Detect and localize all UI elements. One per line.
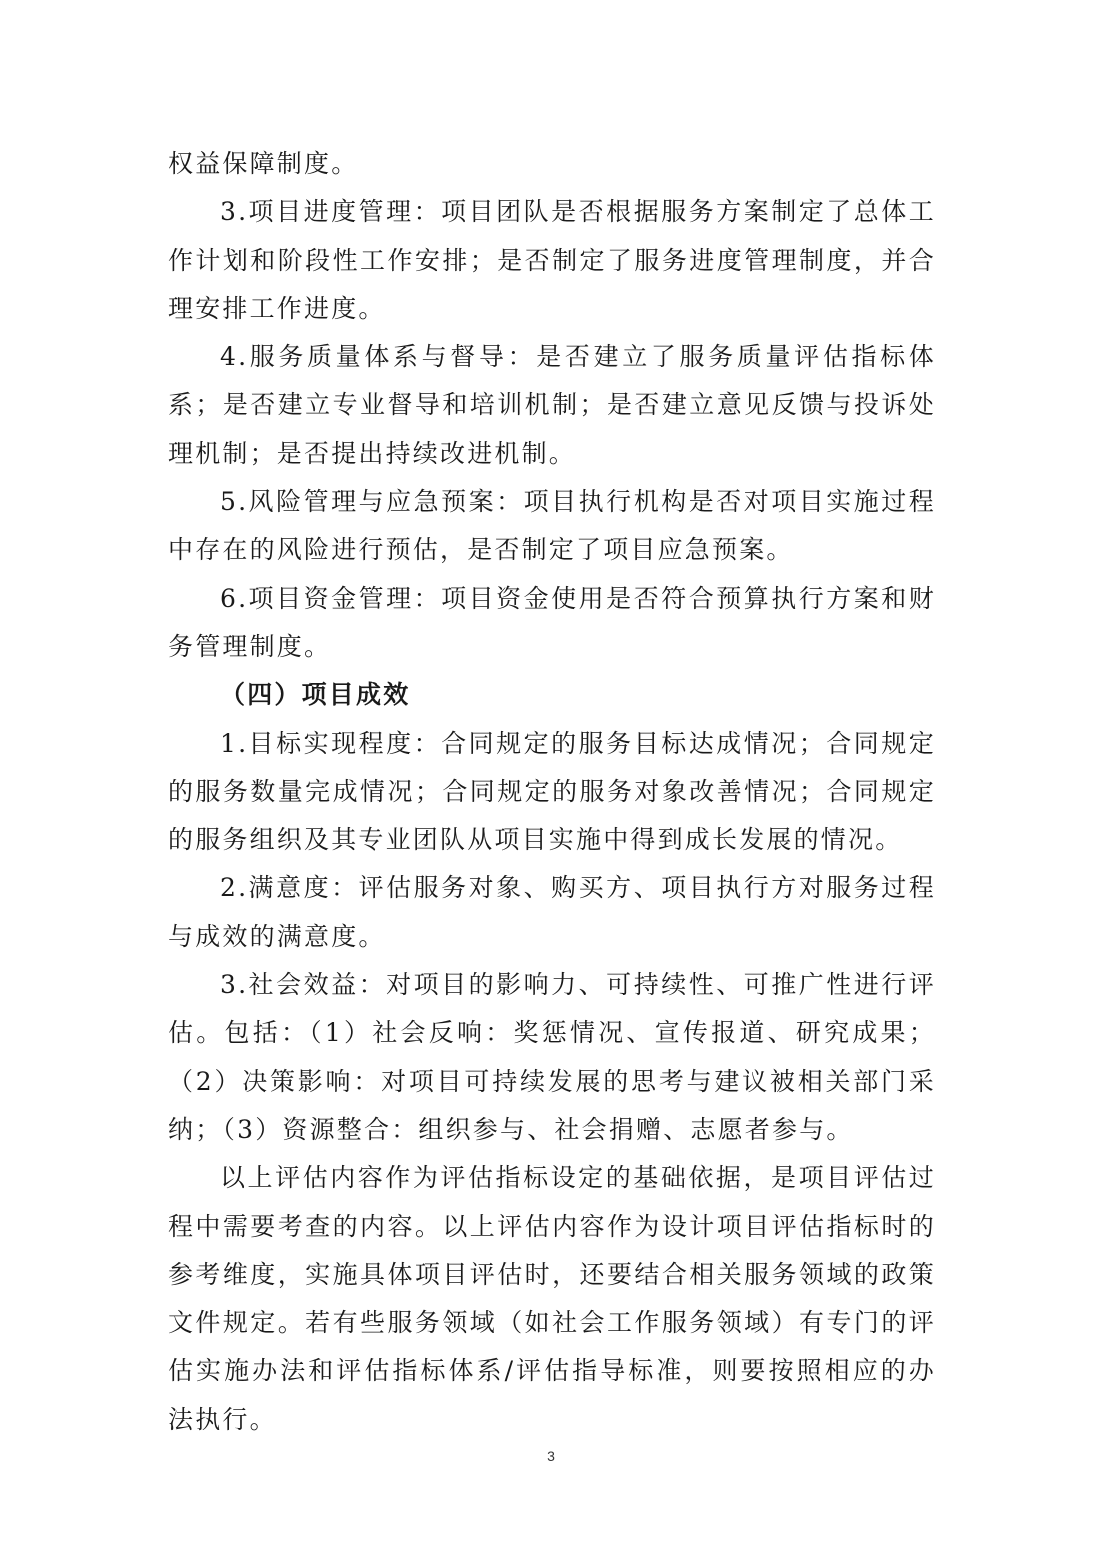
page-number: 3 bbox=[547, 1448, 555, 1464]
paragraph-satisfaction: 2.满意度：评估服务对象、购买方、项目执行方对服务过程与成效的满意度。 bbox=[168, 873, 936, 951]
paragraph-goal-achievement: 1.目标实现程度：合同规定的服务目标达成情况；合同规定的服务数量完成情况；合同规定的服务对象改善情况；合同规定的服务组织及其专业团队从项目实施中得到成长发展的情况。 bbox=[168, 728, 936, 855]
paragraph-progress-management: 3.项目进度管理：项目团队是否根据服务方案制定了总体工作计划和阶段性工作安排；是否制定了服务进度管理制度，并合理安排工作进度。 bbox=[168, 197, 936, 323]
document-body bbox=[168, 140, 936, 1444]
paragraph-social-benefits: 3.社会效益：对项目的影响力、可持续性、可推广性进行评估。包括：（1）社会反响：奖惩情况、宣传报道、研究成果；（2）决策影响：对项目可持续发展的思考与建议被相关部门采纳；（3）资源整合：组织参与、社会捐赠、志愿者参与。 bbox=[168, 970, 936, 1144]
paragraph-evaluation-summary: 以上评估内容作为评估指标设定的基础依据，是项目评估过程中需要考查的内容。以上评估内容作为设计项目评估指标时的参考维度，实施具体项目评估时，还要结合相关服务领域的政策文件规定。若有些服务领域（如社会工作服务领域）有专门的评估实施办法和评估指标体系/评估指导标准，则要按照相应的办法执行。 bbox=[168, 1163, 936, 1434]
paragraph-quality-supervision: 4.服务质量体系与督导：是否建立了服务质量评估指标体系；是否建立专业督导和培训机制；是否建立意见反馈与投诉处理机制；是否提出持续改进机制。 bbox=[168, 342, 936, 468]
paragraph-risk-management: 5.风险管理与应急预案：项目执行机构是否对项目实施过程中存在的风险进行预估，是否制定了项目应急预案。 bbox=[168, 487, 936, 565]
section-heading-project-outcomes: （四）项目成效 bbox=[220, 680, 411, 710]
paragraph-rights-continuation: 权益保障制度。 bbox=[168, 149, 359, 178]
paragraph-fund-management: 6.项目资金管理：项目资金使用是否符合预算执行方案和财务管理制度。 bbox=[168, 583, 936, 661]
